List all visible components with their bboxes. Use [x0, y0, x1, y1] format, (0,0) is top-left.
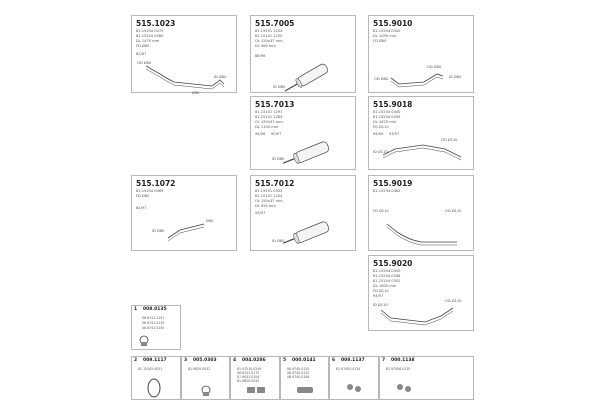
accessory-code: 000.1138	[391, 358, 415, 363]
part-ref: 81.15204 0440	[373, 110, 401, 114]
part-code: 515.9019	[373, 179, 413, 188]
accessory-number: 6	[332, 358, 336, 363]
part-card-515-1023[interactable]	[131, 15, 237, 93]
diameter-label: OD Ø110	[445, 209, 462, 213]
diameter-label: FD Ø110	[373, 209, 389, 213]
part-dim: OL 120x37 mm	[255, 39, 283, 43]
part-years: 94/96	[255, 132, 266, 136]
accessory-ref: 81.15205.0051	[138, 367, 163, 371]
accessory-ref: 06.6741.2151	[142, 316, 165, 320]
diameter-label: ID Ø80	[152, 229, 165, 233]
part-ref: 81.15101 1254	[255, 29, 283, 33]
accessory-card-4[interactable]	[230, 356, 280, 400]
diameter-label: OD Ø80	[427, 65, 442, 69]
part-dim: FD Ø110	[373, 289, 389, 293]
part-card-515-9019[interactable]	[368, 175, 474, 251]
diameter-label: ID Ø80	[214, 75, 227, 79]
diameter-label: ID Ø80	[273, 85, 286, 89]
accessory-code: 008.1137	[341, 358, 365, 363]
part-code: 515.7013	[255, 100, 295, 109]
accessory-ref: 06.9740.0146	[287, 375, 310, 379]
part-years: 82/87	[136, 52, 147, 56]
part-ref: 81.15234.0462	[373, 189, 401, 193]
part-ref: 81.15204 0450	[373, 269, 401, 273]
accessory-card-2[interactable]	[131, 356, 181, 400]
accessory-ref: 81.97010.0249	[237, 367, 262, 371]
part-dim: OL 150x37 mm	[255, 120, 283, 124]
accessory-number: 7	[382, 358, 386, 363]
part-years: 88/96	[255, 54, 266, 58]
part-card-515-9020[interactable]	[368, 255, 474, 331]
accessory-ref: 06.9740.0120	[287, 367, 310, 371]
hanger-icon	[281, 357, 330, 401]
accessory-ref: 07.9041.0104	[237, 375, 260, 379]
exhaust-pipe-drawing	[132, 176, 238, 252]
part-dim: DL 950 mm	[255, 204, 276, 208]
clamp-icon	[182, 357, 231, 401]
part-years: 84/97	[136, 206, 147, 210]
accessory-ref: 06.9740.0132	[287, 371, 310, 375]
part-ref: 81.15204 0349	[373, 115, 401, 119]
diameter-label: ID Ø80	[272, 157, 285, 161]
exhaust-pipe-drawing	[369, 256, 475, 332]
part-dim: FD Ø80	[373, 39, 387, 43]
muffler-drawing	[251, 97, 357, 171]
accessory-code: 008.0135	[143, 307, 167, 312]
accessory-ref: 06.6741.0150	[142, 326, 165, 330]
diameter-label: Ø80	[192, 91, 200, 94]
part-dim: FD Ø80	[136, 44, 150, 48]
part-dim: DL 1100 mm	[255, 125, 279, 129]
part-ref: 81.15101 1250	[255, 34, 283, 38]
accessory-number: 3	[184, 358, 188, 363]
part-card-515-7005[interactable]	[250, 15, 356, 93]
part-years: 90/97	[271, 132, 282, 136]
part-code: 515.7012	[255, 179, 295, 188]
part-code: 515.9020	[373, 259, 413, 268]
part-years: 93/97	[255, 211, 266, 215]
accessory-ref: 81.9820.0032	[237, 379, 260, 383]
part-card-515-9018[interactable]	[368, 96, 474, 170]
diameter-label: OD Ø110	[441, 138, 458, 142]
part-card-515-1072[interactable]	[131, 175, 237, 251]
muffler-drawing	[251, 176, 357, 252]
accessory-number: 5	[283, 358, 287, 363]
diameter-label: ID Ø80	[449, 75, 462, 79]
part-dim: OL 150x37 mm	[255, 199, 283, 203]
accessory-card-7[interactable]	[379, 356, 474, 400]
diameter-label: ID Ø110	[373, 303, 388, 307]
part-years: 94/97	[373, 294, 384, 298]
part-card-515-9010[interactable]	[368, 15, 474, 93]
rubber-mount-icon	[380, 357, 475, 401]
accessory-number: 2	[134, 358, 138, 363]
exhaust-pipe-drawing	[369, 97, 475, 171]
part-ref: 81.15101 0352	[255, 189, 283, 193]
part-code: 515.9018	[373, 100, 413, 109]
accessory-code: 004.0286	[242, 358, 266, 363]
muffler-drawing	[251, 16, 357, 94]
part-years: 93/97	[389, 132, 400, 136]
diameter-label: ID Ø80	[272, 239, 285, 243]
part-dim: DL 1090 mm	[373, 34, 397, 38]
exhaust-pipe-drawing	[369, 16, 475, 94]
accessory-card-3[interactable]	[181, 356, 230, 400]
accessory-ref: 81.97406.0120	[386, 367, 411, 371]
part-card-515-7013[interactable]	[250, 96, 356, 170]
part-ref: 81.15204 0069	[136, 189, 164, 193]
diameter-label: Ø80	[206, 219, 214, 223]
diameter-label: OD Ø80	[137, 61, 152, 65]
diameter-label: ID Ø110	[373, 150, 388, 154]
part-ref: 81.15101 1291	[255, 110, 283, 114]
accessory-ref: 81.9820.0032	[188, 367, 211, 371]
accessory-code: 009.1117	[143, 358, 167, 363]
part-code: 515.1072	[136, 179, 176, 188]
accessory-code: 005.0303	[193, 358, 217, 363]
exhaust-pipe-drawing	[369, 176, 475, 252]
part-ref: 81.15204 0070	[136, 29, 164, 33]
part-ref: 81.15204 0300	[373, 29, 401, 33]
part-dim: FD Ø110	[373, 125, 389, 129]
diameter-label: OD Ø80	[374, 77, 389, 81]
accessory-number: 4	[233, 358, 237, 363]
gasket-icon	[132, 357, 182, 401]
accessory-ref: 06.6741.0170	[237, 371, 260, 375]
part-ref: 81.15101 1284	[255, 115, 283, 119]
accessory-ref: 81.97405.0134	[336, 367, 361, 371]
part-dim: DL 1470 mm	[136, 39, 160, 43]
part-code: 515.1023	[136, 19, 176, 28]
accessory-number: 1	[134, 307, 138, 312]
part-card-515-7012[interactable]	[250, 175, 356, 251]
part-dim: DL 1600 mm	[373, 284, 397, 288]
accessory-card-5[interactable]	[280, 356, 329, 400]
part-code: 515.7005	[255, 19, 295, 28]
part-code: 515.9010	[373, 19, 413, 28]
part-ref: 81.15101 1204	[255, 194, 283, 198]
part-ref: 81.15204 0069	[136, 34, 164, 38]
accessory-card-6[interactable]	[329, 356, 379, 400]
part-years: 94/99	[373, 132, 384, 136]
accessory-code: 000.0141	[292, 358, 316, 363]
part-dim: FD Ø80	[136, 194, 150, 198]
part-dim: DL 1870 mm	[373, 120, 397, 124]
accessory-card-1[interactable]	[131, 305, 181, 350]
rubber-mount-icon	[330, 357, 380, 401]
part-ref: 81.15204 0348	[373, 274, 401, 278]
part-dim: DL 960 mm	[255, 44, 276, 48]
exhaust-pipe-drawing	[132, 16, 238, 94]
accessory-ref: 06.6741.0110	[142, 321, 165, 325]
part-ref: 81.15204 0352	[373, 279, 401, 283]
diameter-label: OD Ø110	[445, 299, 462, 303]
